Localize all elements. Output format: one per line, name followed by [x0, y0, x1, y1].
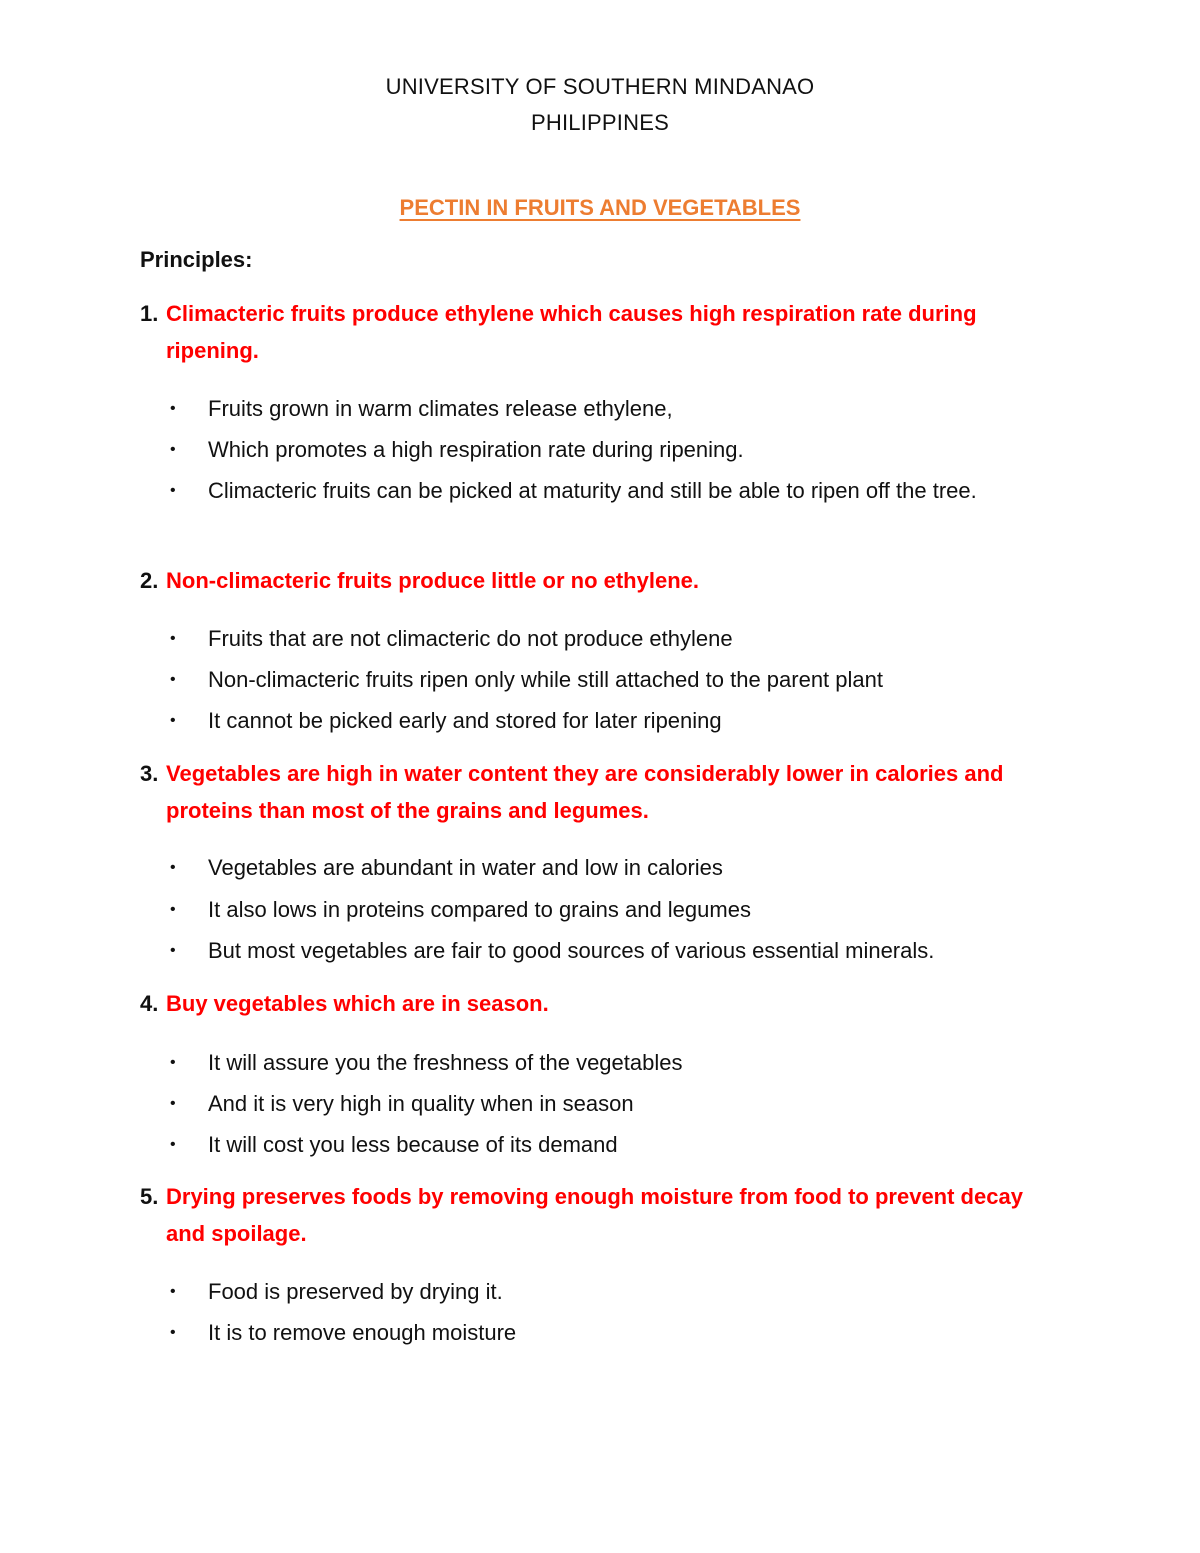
- list-item: [170, 390, 1060, 427]
- list-item: [170, 702, 1060, 739]
- list-item-text: It cannot be picked early and stored for later ripening: [208, 708, 722, 733]
- principle-number: 3.: [140, 761, 159, 786]
- bullet-icon: •: [170, 400, 176, 417]
- list-item: [170, 891, 1060, 928]
- list-item-text: It will cost you less because of its demand: [208, 1132, 618, 1157]
- principle-number: 5.: [140, 1184, 159, 1209]
- principle-text: Drying preserves foods by removing enough moisture from food to prevent decay and spoilage.: [166, 1184, 1023, 1246]
- list-item-text: Non-climacteric fruits ripen only while still attached to the parent plant: [208, 667, 883, 692]
- list-item: [170, 1085, 1060, 1122]
- principle-text: Climacteric fruits produce ethylene which causes high respiration rate during ripening.: [166, 301, 977, 363]
- bullet-icon: •: [170, 901, 176, 918]
- list-item-text: Food is preserved by drying it.: [208, 1279, 503, 1304]
- list-item-text: Which promotes a high respiration rate during ripening.: [208, 437, 744, 462]
- list-item: [170, 661, 1060, 698]
- bullet-icon: •: [170, 1136, 176, 1153]
- principle-1: [140, 295, 1040, 369]
- list-item-text: It is to remove enough moisture: [208, 1320, 517, 1345]
- bullet-icon: •: [170, 671, 176, 688]
- principle-number: 4.: [140, 991, 159, 1016]
- document-title-text: PECTIN IN FRUITS AND VEGETABLES: [399, 195, 801, 220]
- bullet-icon: •: [170, 1324, 176, 1341]
- list-item: [170, 1273, 1060, 1310]
- list-item: [170, 1044, 1060, 1081]
- list-item-text: Fruits that are not climacteric do not produce ethylene: [208, 626, 733, 651]
- country-name: PHILIPPINES: [531, 110, 669, 135]
- list-item-text: Vegetables are abundant in water and low in calories: [208, 855, 723, 880]
- principles-heading: Principles:: [140, 247, 253, 272]
- bullet-icon: •: [170, 1095, 176, 1112]
- bullet-icon: •: [170, 1283, 176, 1300]
- list-item: [170, 620, 1060, 657]
- list-item-text: It also lows in proteins compared to grains and legumes: [208, 897, 751, 922]
- list-item: [170, 932, 1060, 969]
- list-item: [170, 1314, 1060, 1351]
- list-item: [170, 1126, 1060, 1163]
- bullet-icon: •: [170, 942, 176, 959]
- list-item: [170, 849, 1060, 886]
- list-item: [170, 472, 1060, 509]
- principle-number: 2.: [140, 568, 159, 593]
- principle-text: Buy vegetables which are in season.: [166, 991, 549, 1016]
- list-item-text: But most vegetables are fair to good sources of various essential minerals.: [208, 938, 935, 963]
- bullet-icon: •: [170, 1054, 176, 1071]
- list-item-text: It will assure you the freshness of the vegetables: [208, 1050, 683, 1075]
- list-item-text: Climacteric fruits can be picked at maturity and still be able to ripen off the tree.: [208, 478, 977, 503]
- list-item-text: Fruits grown in warm climates release ethylene,: [208, 396, 673, 421]
- list-item-text: And it is very high in quality when in season: [208, 1091, 634, 1116]
- principle-number: 1.: [140, 301, 159, 326]
- principle-text: Vegetables are high in water content they are considerably lower in calories and proteins than most of the grains and legumes.: [166, 761, 1004, 823]
- principle-3: [140, 755, 1040, 829]
- principle-text: Non-climacteric fruits produce little or no ethylene.: [166, 568, 699, 593]
- bullet-icon: •: [170, 482, 176, 499]
- bullet-icon: •: [170, 712, 176, 729]
- principle-4: [140, 985, 1040, 1022]
- list-item: [170, 431, 1060, 468]
- principle-2: [140, 562, 1040, 599]
- principle-5: [140, 1178, 1040, 1252]
- bullet-icon: •: [170, 441, 176, 458]
- university-name: UNIVERSITY OF SOUTHERN MINDANAO: [385, 74, 815, 99]
- bullet-icon: •: [170, 859, 176, 876]
- document-title: [0, 195, 1200, 221]
- bullet-icon: •: [170, 630, 176, 647]
